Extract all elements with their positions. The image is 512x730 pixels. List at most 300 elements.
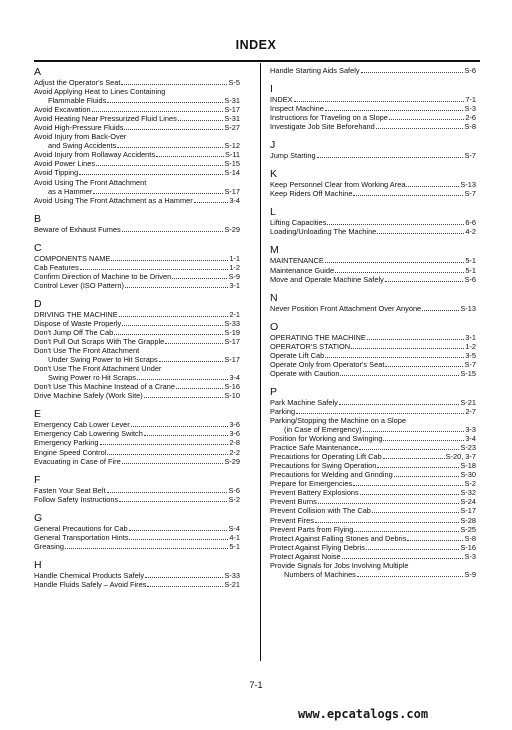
dot-leader: [422, 304, 459, 311]
dot-leader: [114, 328, 223, 335]
index-entry-label: Prevent Fires: [270, 515, 314, 525]
index-entry-page: S-25: [460, 524, 476, 534]
index-entry-label: Investigate Job Site Beforehand: [270, 122, 375, 132]
index-entry-page: S-18: [460, 461, 476, 471]
index-entry: [34, 580, 240, 589]
index-entry-label: Emergency Cab Lower Lever: [34, 420, 130, 430]
index-entry-page: S-21: [224, 579, 240, 589]
dot-leader: [351, 342, 464, 349]
index-entry-label: Don't Use The Front Attachment: [34, 346, 140, 356]
section-letter-g: G: [34, 511, 43, 524]
index-entry-page: 3-1: [465, 332, 476, 342]
index-entry: [34, 310, 240, 319]
index-entry-label: Never Position Front Attachment Over Anyone: [270, 303, 422, 313]
dot-leader: [65, 542, 228, 549]
index-entry-label: Flammable Fluids: [48, 96, 107, 106]
index-entry: [34, 382, 240, 391]
dot-leader: [111, 254, 228, 261]
index-entry: [270, 266, 476, 275]
index-entry-page: S-13: [460, 303, 476, 313]
section-letter-c: C: [34, 241, 42, 254]
index-entry-label: Protect Against Falling Stones and Debris: [270, 533, 407, 543]
index-entry-label: Avoid Tipping: [34, 168, 79, 178]
index-entry-label: Avoid High-Pressure Fluids: [34, 123, 124, 133]
index-entry: [34, 123, 240, 132]
dot-leader: [360, 488, 460, 495]
index-entry-label: Follow Safety Instructions: [34, 494, 119, 504]
section-letter-m: M: [270, 244, 279, 257]
index-entry-label: MAINTENANCE: [270, 256, 324, 266]
section-letter-k: K: [270, 168, 278, 181]
index-entry-label: as a Hammer: [48, 186, 93, 196]
index-entry-page: S-15: [224, 159, 240, 169]
index-entry: [34, 420, 240, 429]
index-entry-label: Don't Use This Machine Instead of a Crane: [34, 382, 175, 392]
dot-leader: [383, 452, 445, 459]
dot-leader: [376, 122, 464, 129]
index-entry-label: OPERATING THE MACHINE: [270, 332, 366, 342]
index-entry: [34, 168, 240, 177]
index-entry: [270, 470, 476, 479]
index-entry-page: S-15: [460, 368, 476, 378]
dot-leader: [137, 373, 228, 380]
index-entry: [34, 272, 240, 281]
dot-leader: [80, 263, 229, 270]
dot-leader: [325, 256, 465, 263]
section-letter-d: D: [34, 297, 42, 310]
index-entry: [34, 281, 240, 290]
index-entry-label: Loading/Unloading The Machine: [270, 227, 377, 237]
dot-leader: [353, 479, 463, 486]
index-entry: [270, 416, 476, 425]
index-entry: [34, 105, 240, 114]
index-entry-page: 3-4: [229, 195, 240, 205]
index-entry-page: S-7: [464, 151, 476, 161]
dot-leader: [147, 580, 223, 587]
index-entry: [270, 180, 476, 189]
index-entry-page: S-30: [460, 470, 476, 480]
index-entry-page: S-5: [228, 78, 240, 87]
dot-leader: [372, 506, 459, 513]
index-entry-page: 2-6: [465, 113, 476, 123]
index-entry: [34, 571, 240, 580]
index-entry-label: Don't Pull Out Scraps With The Grapple: [34, 337, 165, 347]
index-entry-page: 3-4: [229, 373, 240, 383]
dot-leader: [315, 516, 459, 523]
index-entry: [34, 187, 240, 196]
index-entry: [34, 486, 240, 495]
index-entry-label: Beware of Exhaust Fumes: [34, 224, 121, 234]
index-entry-label: Precautions for Operating Lift Cab: [270, 452, 382, 462]
index-entry-page: S-32: [460, 488, 476, 498]
index-entry-label: Under Swing Power to Hit Scraps: [48, 355, 158, 365]
index-entry-page: S-17: [224, 186, 240, 196]
dot-leader: [342, 552, 464, 559]
index-entry: [270, 434, 476, 443]
dot-leader: [144, 429, 228, 436]
index-entry: [34, 263, 240, 272]
index-entry-label: Prevent Collision with The Cab: [270, 506, 371, 516]
dot-leader: [107, 486, 228, 493]
index-entry: [270, 497, 476, 506]
index-entry-label: Numbers of Machines: [284, 569, 356, 579]
index-entry-label: Parking: [270, 406, 296, 416]
index-column-left: [34, 66, 240, 589]
dot-leader: [340, 369, 459, 376]
dot-leader: [129, 533, 228, 540]
index-entry-page: S-31: [224, 114, 240, 124]
index-entry: [270, 425, 476, 434]
index-entry-page: S-19: [224, 327, 240, 337]
index-entry: [270, 227, 476, 236]
index-entry: [34, 542, 240, 551]
dot-leader: [92, 105, 224, 112]
index-entry-page: S-16: [224, 382, 240, 392]
index-entry: [270, 95, 476, 104]
index-entry-label: Operate Only from Operator's Seat: [270, 359, 385, 369]
index-entry-label: Emergency Parking: [34, 438, 99, 448]
index-entry-label: Prevent Parts from Flying: [270, 524, 354, 534]
index-entry-label: Keep Personnel Clear from Working Area: [270, 180, 406, 190]
index-entry-page: S-21: [460, 397, 476, 407]
index-entry: [34, 114, 240, 123]
index-entry-page: S-8: [464, 122, 476, 132]
page-title: INDEX: [235, 38, 277, 52]
index-entry: [34, 196, 240, 205]
dot-leader: [377, 461, 459, 468]
index-entry: [270, 360, 476, 369]
index-entry-page: 3-1: [229, 280, 240, 290]
index-entry: [270, 304, 476, 313]
index-entry: [270, 369, 476, 378]
index-entry-page: S-29: [224, 456, 240, 466]
index-entry-label: General Precautions for Cab: [34, 523, 128, 533]
index-entry: [34, 141, 240, 150]
title-rule: [34, 60, 480, 62]
index-entry-page: 3-6: [229, 420, 240, 430]
index-entry: [34, 178, 240, 187]
index-entry: [34, 355, 240, 364]
index-entry-label: Avoid Injury from Back-Over: [34, 132, 127, 142]
index-entry-label: Fasten Your Seat Belt: [34, 485, 106, 495]
index-entry: [270, 461, 476, 470]
index-entry: [34, 364, 240, 373]
dot-leader: [117, 141, 223, 148]
index-entry-page: S-6: [464, 274, 476, 284]
dot-leader: [357, 570, 464, 577]
index-entry-page: 2-8: [229, 438, 240, 448]
index-entry: [270, 561, 476, 570]
index-entry-label: Engine Speed Control: [34, 447, 107, 457]
index-entry-page: 2-7: [465, 406, 476, 416]
section-letter-a: A: [34, 66, 42, 78]
dot-leader: [156, 150, 224, 157]
index-entry-label: Prevent Battery Explosions: [270, 488, 359, 498]
index-entry: [34, 448, 240, 457]
index-entry-label: Avoid Using The Front Attachment as a Hammer: [34, 195, 193, 205]
index-entry-page: 7-1: [465, 95, 476, 105]
index-entry: [270, 113, 476, 122]
index-entry-page: S-11: [224, 150, 240, 160]
dot-leader: [145, 571, 223, 578]
index-entry: [270, 488, 476, 497]
section-letter-i: I: [270, 83, 273, 96]
index-entry-page: S-7: [464, 359, 476, 369]
index-entry-page: S-13: [460, 180, 476, 190]
index-entry-page: 2-2: [229, 447, 240, 457]
index-entry-label: Prepare for Emergencies: [270, 479, 353, 489]
dot-leader: [107, 448, 228, 455]
index-entry: [270, 452, 476, 461]
index-entry: [270, 218, 476, 227]
dot-leader: [119, 310, 229, 317]
index-entry-page: 1-2: [465, 341, 476, 351]
section-letter-p: P: [270, 385, 278, 398]
index-entry-page: 3-4: [465, 434, 476, 444]
index-entry-page: S-33: [224, 318, 240, 328]
index-entry-label: Avoid Injury from Rollaway Accidents: [34, 150, 156, 160]
dot-leader: [172, 272, 227, 279]
index-entry-page: 4-2: [465, 227, 476, 237]
column-divider: [260, 63, 261, 661]
dot-leader: [165, 337, 223, 344]
section-letter-o: O: [270, 320, 279, 333]
dot-leader: [178, 114, 224, 121]
dot-leader: [93, 187, 223, 194]
index-entry-label: Avoid Using The Front Attachment: [34, 177, 147, 187]
index-entry-page: 4-1: [229, 532, 240, 542]
index-entry-label: Dispose of Waste Properly: [34, 318, 122, 328]
index-entry-label: DRIVING THE MACHINE: [34, 309, 118, 319]
index-entry: [270, 275, 476, 284]
dot-leader: [325, 104, 464, 111]
index-entry-label: Practice Safe Maintenance: [270, 443, 359, 453]
index-entry-label: Emergency Cab Lowering Switch: [34, 429, 143, 439]
index-entry-label: Confirm Direction of Machine to be Driven: [34, 271, 172, 281]
index-entry-label: Handle Starting Aids Safely: [270, 66, 360, 75]
index-entry-page: S-2: [228, 494, 240, 504]
index-entry-label: Park Machine Safely: [270, 397, 338, 407]
index-entry-label: and Swing Accidents: [48, 141, 117, 151]
index-entry-page: S-9: [464, 569, 476, 579]
index-entry: [270, 543, 476, 552]
dot-leader: [121, 78, 227, 85]
index-entry-label: Control Lever (ISO Pattern): [34, 280, 124, 290]
dot-leader: [385, 275, 464, 282]
dot-leader: [122, 457, 224, 464]
dot-leader: [96, 159, 223, 166]
index-entry-page: S-27: [224, 123, 240, 133]
index-entry-page: S-20, 3-7: [445, 452, 476, 462]
index-entry: [34, 254, 240, 263]
index-entry-label: Evacuating in Case of Fire: [34, 456, 121, 466]
watermark: www.epcatalogs.com: [298, 707, 429, 721]
index-entry-page: S-33: [224, 570, 240, 580]
index-entry-page: 1-2: [229, 262, 240, 272]
index-entry: [270, 151, 476, 160]
index-entry-label: Prevent Burns: [270, 497, 317, 507]
index-entry-label: Instructions for Traveling on a Slope: [270, 113, 388, 123]
index-entry: [270, 443, 476, 452]
dot-leader: [122, 319, 223, 326]
index-entry: [34, 495, 240, 504]
index-entry-page: S-6: [228, 485, 240, 495]
index-entry-page: S-23: [460, 443, 476, 453]
index-entry: [270, 570, 476, 579]
index-entry: [270, 506, 476, 515]
index-entry-label: Don't Jump Off The Cab: [34, 327, 114, 337]
index-entry: [270, 342, 476, 351]
section-letter-j: J: [270, 139, 276, 152]
index-entry: [34, 524, 240, 533]
index-entry-label: Precautions for Welding and Grinding: [270, 470, 393, 480]
index-entry: [34, 533, 240, 542]
index-entry-label: Handle Chemical Products Safely: [34, 570, 145, 580]
index-entry-label: Inspect Machine: [270, 104, 324, 114]
dot-leader: [367, 333, 464, 340]
section-letter-e: E: [34, 408, 42, 421]
index-entry-label: Protect Against Flying Debris: [270, 542, 365, 552]
index-entry-page: 3-3: [465, 425, 476, 435]
index-entry-label: (in Case of Emergency): [284, 425, 362, 435]
index-entry: [34, 319, 240, 328]
dot-leader: [353, 189, 463, 196]
dot-leader: [383, 434, 464, 441]
index-entry-label: COMPONENTS NAME: [34, 253, 111, 263]
dot-leader: [119, 495, 227, 502]
index-entry: [34, 150, 240, 159]
dot-leader: [394, 470, 460, 477]
index-entry-label: Precautions for Swing Operation: [270, 461, 377, 471]
index-column-right: [270, 66, 476, 579]
index-entry: [270, 516, 476, 525]
index-entry-label: Avoid Applying Heat to Lines Containing: [34, 87, 166, 97]
dot-leader: [176, 382, 223, 389]
dot-leader: [407, 534, 463, 541]
index-entry: [270, 407, 476, 416]
index-entry-page: 2-1: [229, 309, 240, 319]
index-entry: [270, 104, 476, 113]
index-entry-label: Keep Riders Off Machine: [270, 189, 353, 199]
index-entry: [270, 189, 476, 198]
index-entry-page: S-17: [460, 506, 476, 516]
index-entry-page: S-8: [464, 533, 476, 543]
dot-leader: [363, 425, 465, 432]
index-entry-page: S-29: [224, 224, 240, 234]
index-entry: [270, 256, 476, 265]
index-entry-page: S-31: [224, 96, 240, 106]
index-entry-label: Swing Power ro Hit Scraps: [48, 373, 136, 383]
index-entry-page: 6-6: [465, 218, 476, 228]
index-entry: [270, 122, 476, 131]
index-entry-label: Jump Starting: [270, 151, 316, 161]
section-letter-h: H: [34, 558, 42, 571]
index-entry: [34, 78, 240, 87]
dot-leader: [339, 398, 460, 405]
dot-leader: [296, 407, 464, 414]
index-entry-label: Move and Operate Machine Safely: [270, 274, 384, 284]
page-number: 7-1: [249, 680, 263, 690]
dot-leader: [325, 351, 464, 358]
index-entry-page: S-17: [224, 337, 240, 347]
dot-leader: [361, 66, 464, 73]
index-entry: [270, 552, 476, 561]
index-entry-label: Maintenance Guide: [270, 265, 335, 275]
index-entry: [34, 159, 240, 168]
index-entry: [34, 225, 240, 234]
index-entry-label: Drive Machine Safely (Work Site): [34, 391, 143, 401]
index-entry: [34, 96, 240, 105]
index-entry-label: Lifting Capacities: [270, 218, 327, 228]
index-entry-page: S-6: [464, 66, 476, 75]
index-entry-page: S-2: [464, 479, 476, 489]
dot-leader: [406, 180, 459, 187]
index-entry-label: Cab Features: [34, 262, 79, 272]
index-entry: [270, 534, 476, 543]
index-entry-page: S-4: [228, 523, 240, 533]
dot-leader: [377, 227, 464, 234]
index-entry-label: Avoid Excavation: [34, 105, 91, 115]
dot-leader: [129, 524, 228, 531]
index-entry-label: Provide Signals for Jobs Involving Multiple: [270, 560, 409, 570]
section-letter-f: F: [34, 473, 41, 486]
index-entry-label: Avoid Heating Near Pressurized Fluid Lines: [34, 114, 177, 124]
index-entry: [34, 438, 240, 447]
dot-leader: [385, 360, 463, 367]
index-entry: [34, 457, 240, 466]
index-entry: [34, 132, 240, 141]
dot-leader: [79, 168, 223, 175]
index-entry: [270, 66, 476, 75]
dot-leader: [144, 391, 224, 398]
dot-leader: [318, 497, 460, 504]
index-entry: [270, 398, 476, 407]
index-entry-page: S-7: [464, 189, 476, 199]
index-entry: [34, 391, 240, 400]
dot-leader: [354, 525, 459, 532]
index-entry-label: Parking/Stopping the Machine on a Slope: [270, 415, 406, 425]
index-entry-page: S-9: [228, 271, 240, 281]
dot-leader: [100, 438, 229, 445]
dot-leader: [327, 218, 464, 225]
index-entry-page: S-14: [224, 168, 240, 178]
dot-leader: [335, 266, 464, 273]
index-entry-label: Operate with Caution: [270, 368, 340, 378]
index-entry-label: Handle Fluids Safely – Avoid Fires: [34, 579, 147, 589]
dot-leader: [124, 123, 223, 130]
dot-leader: [194, 196, 229, 203]
index-entry-page: S-17: [224, 105, 240, 115]
index-entry-page: 5-1: [465, 265, 476, 275]
index-entry: [270, 333, 476, 342]
index-entry-label: Don't Use The Front Attachment Under: [34, 364, 162, 374]
index-entry-page: S-16: [460, 542, 476, 552]
index-entry-page: 1-1: [229, 253, 240, 263]
index-entry-page: S-3: [464, 104, 476, 114]
dot-leader: [131, 420, 229, 427]
index-entry-label: Protect Against Noise: [270, 551, 341, 561]
index-entry-page: S-28: [460, 515, 476, 525]
dot-leader: [317, 151, 464, 158]
dot-leader: [159, 355, 224, 362]
index-entry: [34, 328, 240, 337]
index-entry: [270, 525, 476, 534]
index-entry-page: 3-5: [465, 350, 476, 360]
section-letter-n: N: [270, 291, 278, 304]
dot-leader: [107, 96, 223, 103]
index-entry: [34, 346, 240, 355]
index-entry-label: Operate Lift Cab: [270, 350, 325, 360]
